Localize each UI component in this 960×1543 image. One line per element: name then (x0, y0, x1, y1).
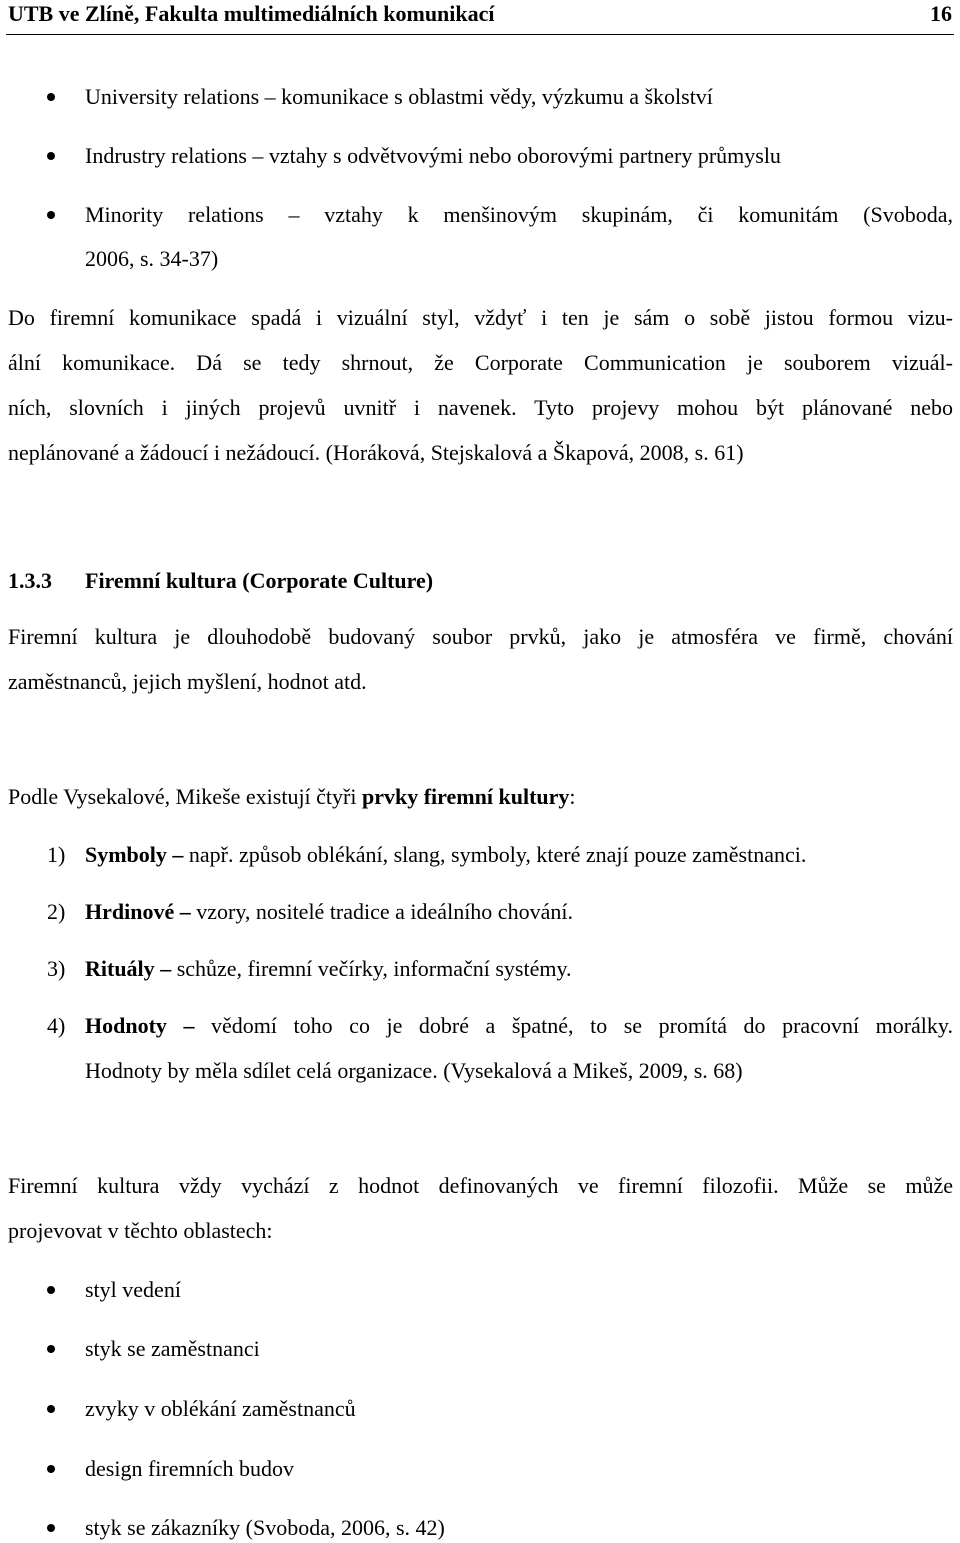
paragraph-line: ální komunikace. Dá se tedy shrnout, že Corporate Communication je souborem vizuál- (8, 350, 953, 375)
list-item: styk se zákazníky (Svoboda, 2006, s. 42) (85, 1515, 445, 1540)
paragraph-line: Firemní kultura vždy vychází z hodnot definovaných ve firemní filozofii. Může se může (8, 1173, 953, 1198)
list-number: 3) (47, 956, 66, 981)
section-title: Firemní kultura (Corporate Culture) (85, 568, 434, 593)
item-term: Hrdinové (85, 899, 175, 924)
list-item: Minority relations – vztahy k menšinovým skupinám, či komunitám (Svoboda, (85, 202, 953, 227)
paragraph-line: zaměstnanců, jejich myšlení, hodnot atd. (8, 669, 367, 694)
list-item (85, 899, 573, 925)
item-text: schůze, firemní večírky, informační systémy. (176, 956, 572, 981)
paragraph-line: ních, slovních i jiných projevů uvnitř i navenek. Tyto projevy mohou být plánované nebo (8, 395, 953, 420)
intro-bold: prvky firemní kultury (362, 784, 570, 809)
list-item (85, 842, 806, 868)
list-item: zvyky v oblékání zaměstnanců (85, 1396, 356, 1421)
intro-text: Podle Vysekalové, Mikeše existují čtyři (8, 784, 362, 809)
section-heading (8, 568, 52, 594)
bullet-icon (47, 211, 55, 219)
section-number: 1.3.3 (8, 568, 52, 593)
list-item-continuation: 2006, s. 34-37) (85, 246, 219, 271)
paragraph-line: projevovat v těchto oblastech: (8, 1218, 273, 1243)
list-item: styk se zaměstnanci (85, 1336, 260, 1361)
elements-intro (8, 784, 576, 810)
list-item: styl vedení (85, 1277, 181, 1302)
bullet-icon (47, 152, 55, 160)
item-term: Symboly (85, 842, 167, 867)
item-term: Rituály (85, 956, 155, 981)
item-text: vzory, nositelé tradice a ideálního chování. (196, 899, 573, 924)
item-dash: – (174, 899, 197, 924)
paragraph-line: Do firemní komunikace spadá i vizuální styl, vždyť i ten je sám o sobě jistou formou vizu- (8, 305, 953, 330)
intro-suffix: : (569, 784, 576, 809)
header-title: UTB ve Zlíně, Fakulta multimediálních komunikací (8, 1, 495, 26)
item-dash: – (154, 956, 177, 981)
bullet-icon (47, 1524, 55, 1532)
list-number: 1) (47, 842, 66, 867)
paragraph-line: neplánované a žádoucí i nežádoucí. (Horáková, Stejskalová a Škapová, 2008, s. 61) (8, 440, 744, 465)
paragraph-line: Firemní kultura je dlouhodobě budovaný soubor prvků, jako je atmosféra ve firmě, chování (8, 624, 953, 649)
item-term: Hodnoty (85, 1013, 167, 1038)
item-text: např. způsob oblékání, slang, symboly, které znají pouze zaměstnanci. (188, 842, 807, 867)
bullet-icon (47, 93, 55, 101)
list-item: design firemních budov (85, 1456, 294, 1481)
list-item: Indrustry relations – vztahy s odvětvovými nebo oborovými partnery průmyslu (85, 143, 781, 168)
list-item: University relations – komunikace s oblastmi vědy, výzkumu a školství (85, 84, 713, 109)
page-header (6, 0, 954, 35)
list-item (85, 956, 572, 982)
page-number: 16 (930, 1, 952, 26)
bullet-icon (47, 1465, 55, 1473)
item-text: vědomí toho co je dobré a špatné, to se promítá do pracovní morálky. (211, 1013, 953, 1038)
list-number: 4) (47, 1013, 66, 1038)
bullet-icon (47, 1345, 55, 1353)
list-item (85, 1013, 953, 1039)
item-dash: – (166, 1013, 211, 1038)
bullet-icon (47, 1286, 55, 1294)
item-dash: – (166, 842, 189, 867)
list-item-continuation: Hodnoty by měla sdílet celá organizace. (Vysekalová a Mikeš, 2009, s. 68) (85, 1058, 743, 1083)
list-number: 2) (47, 899, 66, 924)
bullet-icon (47, 1405, 55, 1413)
